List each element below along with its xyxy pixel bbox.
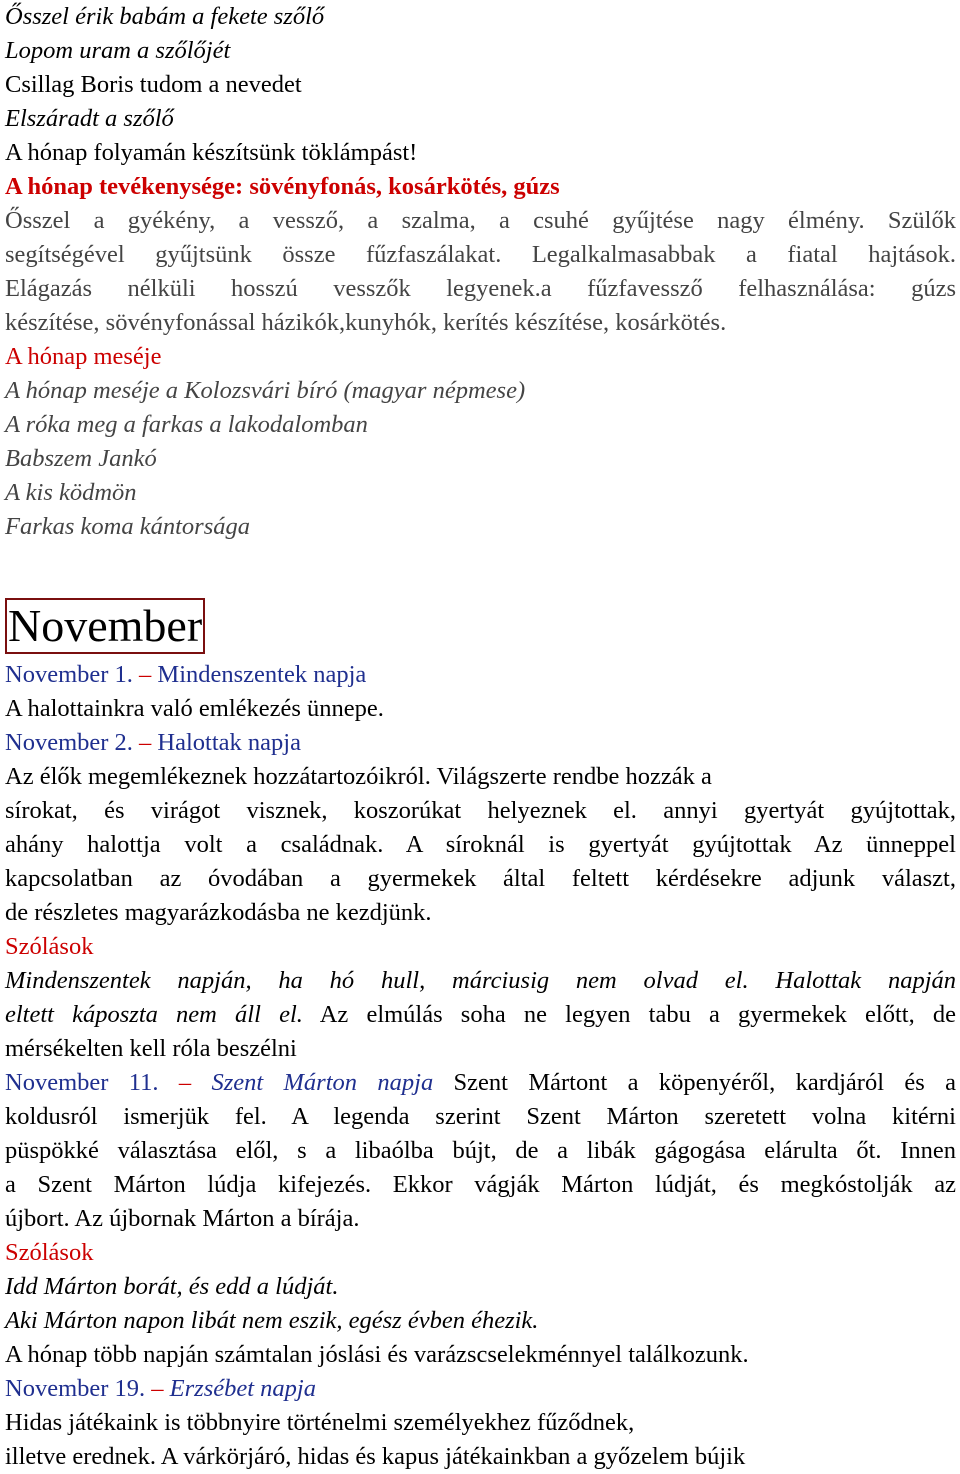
- holiday-name: Halottak napja: [157, 729, 301, 756]
- nov11-text-line: püspökké választása elől, s a libaólba bújt, de a libák gágogása elárulta őt. Innen: [5, 1137, 956, 1164]
- nov19-heading: [5, 1372, 956, 1406]
- date-label: November 19.: [5, 1375, 146, 1402]
- activity-heading: A hónap tevékenysége: sövényfonás, kosárkötés, gúzs: [5, 173, 560, 200]
- nov2-text-line: kapcsolatban az óvodában a gyermekek által feltett kérdésekre adjunk választ,: [5, 865, 956, 892]
- nov11-heading: [5, 1066, 956, 1100]
- dash: –: [158, 1069, 212, 1096]
- nov1-heading: [5, 658, 956, 692]
- nov2-text-line: Az élők megemlékeznek hozzátartozóikról. Világszerte rendbe hozzák a: [5, 763, 712, 790]
- date-label: November 1.: [5, 661, 133, 688]
- tale-item: Babszem Jankó: [5, 445, 157, 472]
- dash: –: [132, 661, 158, 688]
- text-line: Csillag Boris tudom a nevedet: [5, 71, 302, 98]
- activity-text-line: Ősszel a gyékény, a vessző, a szalma, a csuhé gyűjtése nagy élmény. Szülők: [5, 207, 956, 234]
- holiday-name: Erzsébet napja: [169, 1375, 316, 1402]
- activity-text-line: készítése, sövényfonással házikók,kunyhók, kerítés készítése, kosárkötés.: [5, 309, 727, 336]
- saying-rest: Az elmúlás soha ne legyen tabu a gyermekek előtt, de: [302, 1001, 956, 1028]
- tale-item: A kis ködmön: [5, 479, 137, 506]
- nov2-text-line: sírokat, és virágot visznek, koszorúkat helyeznek el. annyi gyertyát gyújtottak,: [5, 797, 956, 824]
- month-title: November: [5, 598, 205, 654]
- text-line: A hónap folyamán készítsünk töklámpást!: [5, 139, 418, 166]
- text-line: Elszáradt a szőlő: [5, 105, 174, 132]
- sayings-heading: Szólások: [5, 1239, 94, 1266]
- nov19-text-line: Hidas játékaink is többnyire történelmi személyekhez fűződnek,: [5, 1409, 635, 1436]
- nov19-text-line: illetve erednek. A várkörjáró, hidas és kapus játékainkban a győzelem bújik: [5, 1443, 746, 1470]
- tale-heading: A hónap meséje: [5, 343, 162, 370]
- saying-line: Aki Márton napon libát nem eszik, egész évben éhezik.: [5, 1307, 539, 1334]
- nov11-text: Szent Mártont a köpenyéről, kardjáról és a: [433, 1069, 956, 1096]
- sayings-heading: Szólások: [5, 933, 94, 960]
- text-line: A hónap több napján számtalan jóslási és varázscselekménnyel találkozunk.: [5, 1341, 749, 1368]
- nov2-text-line: ahány halottja volt a családnak. A síroknál is gyertyát gyújtottak Az ünneppel: [5, 831, 956, 858]
- nov11-text-line: koldusról ismerjük fel. A legenda szerint Szent Márton szeretett volna kitérni: [5, 1103, 956, 1130]
- tale-item: A róka meg a farkas a lakodalomban: [5, 411, 368, 438]
- nov2-text-line: de részletes magyarázkodásba ne kezdjünk.: [5, 899, 432, 926]
- saying-italic: eltett káposzta nem áll el.: [5, 1001, 303, 1028]
- nov1-text: A halottainkra való emlékezés ünnepe.: [5, 695, 384, 722]
- tale-item: A hónap meséje a Kolozsvári bíró (magyar népmese): [5, 377, 526, 404]
- nov2-heading: [5, 726, 956, 760]
- nov11-text-line: a Szent Márton lúdja kifejezés. Ekkor vágják Márton lúdját, és megkóstolják az: [5, 1171, 956, 1198]
- holiday-name: Szent Márton napja: [211, 1069, 434, 1096]
- activity-text-line: segítségével gyűjtsünk össze fűzfaszálakat. Legalkalmasabbak a fiatal hajtások.: [5, 241, 956, 268]
- saying-line: Mindenszentek napján, ha hó hull, márciusig nem olvad el. Halottak napján: [5, 967, 956, 994]
- saying-line: Idd Márton borát, és edd a lúdját.: [5, 1273, 339, 1300]
- saying-line: [5, 998, 956, 1032]
- activity-text-line: Elágazás nélküli hosszú vesszők legyenek.a fűzfavessző felhasználása: gúzs: [5, 275, 956, 302]
- holiday-name: Mindenszentek napja: [157, 661, 367, 688]
- nov11-text-line: újbort. Az újbornak Márton a bírája.: [5, 1205, 360, 1232]
- blank-space: [5, 544, 956, 580]
- date-label: November 2.: [5, 729, 133, 756]
- tale-item: Farkas koma kántorsága: [5, 513, 250, 540]
- saying-line: mérsékelten kell róla beszélni: [5, 1035, 297, 1062]
- dash: –: [145, 1375, 170, 1402]
- song-line: Lopom uram a szőlőjét: [5, 37, 231, 64]
- song-line: Ősszel érik babám a fekete szőlő: [5, 3, 325, 30]
- dash: –: [132, 729, 158, 756]
- date-label: November 11.: [5, 1069, 159, 1096]
